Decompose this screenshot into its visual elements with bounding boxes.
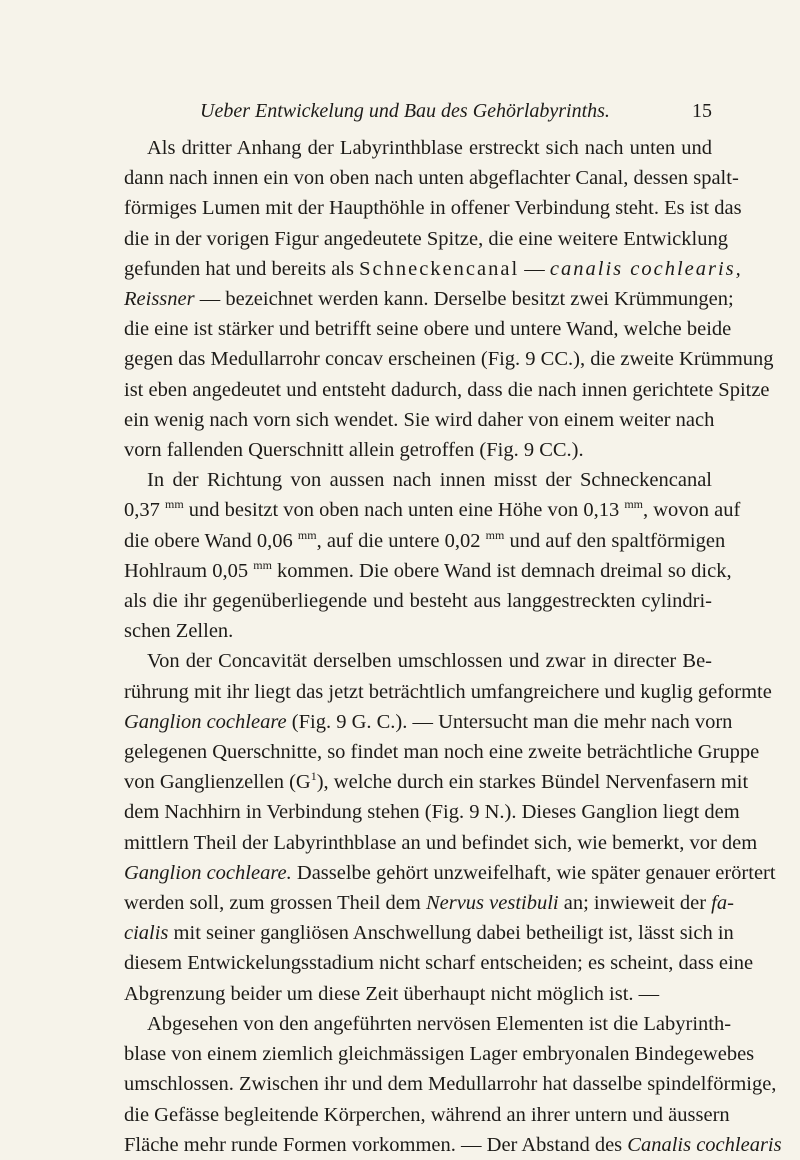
text-run: von Ganglienzellen (G	[124, 771, 311, 794]
text-run: (Fig. 9 G. C.). — Untersucht man die mehr nach vorn	[286, 710, 733, 733]
text-run: rührung mit ihr liegt das jetzt beträchtlich umfangreichere und kuglig geformte	[124, 680, 772, 703]
text-run: Abgrenzung beider um diese Zeit überhaupt nicht möglich ist. —	[124, 982, 660, 1005]
text-line	[124, 948, 754, 978]
body-text	[124, 133, 782, 1160]
running-header	[200, 100, 712, 126]
text-line	[124, 224, 728, 254]
text-run: vorn fallenden Querschnitt allein getroffen (Fig. 9 CC.).	[124, 439, 584, 462]
text-run: ), welche durch ein starkes Bündel Nervenfasern mit	[316, 771, 749, 794]
text-line	[124, 918, 734, 948]
paragraph	[124, 133, 774, 465]
text-run: umschlossen. Zwischen ihr und dem Medullarrohr hat dasselbe spindelförmige,	[124, 1073, 777, 1096]
text-line	[124, 193, 742, 223]
text-run: Fläche mehr runde Formen vorkommen. — Der Abstand des	[124, 1133, 628, 1156]
text-line	[124, 133, 712, 163]
text-run: förmiges Lumen mit der Haupthöhle in offener Verbindung steht. Es ist das	[124, 197, 742, 220]
superscript-unit: mm	[253, 558, 272, 573]
text-run: —	[519, 257, 550, 280]
text-line	[124, 526, 726, 556]
text-run: kommen. Die obere Wand ist demnach dreimal so dick,	[271, 559, 732, 582]
text-line	[124, 163, 739, 193]
text-line	[124, 495, 741, 525]
text-run: gefunden hat und bereits als	[124, 257, 360, 280]
text-line	[124, 586, 712, 616]
text-run: Abgesehen von den angeführten nervösen Elementen ist die Labyrinth-	[147, 1012, 732, 1035]
text-line	[124, 375, 770, 405]
text-run: Reissner	[124, 288, 195, 311]
text-line	[124, 344, 774, 374]
text-run: als die ihr gegenüberliegende und besteht aus langgestreckten cylindri-	[124, 590, 712, 613]
text-line	[124, 858, 776, 888]
text-run: , auf die untere 0,02	[316, 529, 486, 552]
paragraph	[124, 1009, 782, 1160]
superscript-unit: mm	[485, 527, 505, 542]
text-run: Ganglion cochleare	[124, 710, 287, 733]
text-run: die eine ist stärker und betrifft seine obere und untere Wand, welche beide	[124, 318, 732, 341]
text-run: an; inwieweit der	[558, 892, 712, 915]
text-run: Nervus vestibuli	[425, 892, 559, 915]
text-run: die in der vorigen Figur angedeutete Spitze, die eine weitere Entwicklung	[124, 227, 728, 250]
text-line	[124, 1130, 782, 1160]
text-line	[124, 1009, 732, 1039]
text-run: gegen das Medullarrohr concav erscheinen (Fig. 9 CC.), die zweite Krümmung	[124, 348, 774, 371]
text-run: Hohlraum 0,05	[124, 559, 254, 582]
text-run: Canalis cochlearis	[627, 1133, 782, 1156]
text-run: — bezeichnet werden kann. Derselbe besitzt zwei Krümmungen;	[194, 288, 734, 311]
page-number: 15	[692, 100, 712, 122]
text-run: dann nach innen ein von oben nach unten abgeflachter Canal, dessen spalt-	[124, 167, 739, 190]
text-run: canalis cochlearis,	[549, 257, 743, 280]
text-line	[124, 1100, 730, 1130]
text-line	[124, 979, 712, 1009]
text-line	[124, 797, 740, 827]
text-run: 0,37	[124, 499, 165, 522]
text-run: und auf den spaltförmigen	[504, 529, 726, 552]
superscript-unit: 1	[310, 769, 317, 784]
text-line	[124, 888, 734, 918]
text-line	[124, 556, 732, 586]
text-line	[124, 737, 760, 767]
text-run: die Gefässe begleitende Körperchen, während an ihrer untern und äussern	[124, 1103, 730, 1126]
text-run: In der Richtung von aussen nach innen misst der Schneckencanal	[147, 469, 712, 492]
paragraph	[124, 646, 776, 1008]
superscript-unit: mm	[165, 497, 184, 512]
text-run: und besitzt von oben nach unten eine Höhe von 0,13	[183, 499, 625, 522]
text-run: ist eben angedeutet und entsteht dadurch, dass die nach innen gerichtete Spitze	[124, 378, 770, 401]
text-line	[124, 707, 733, 737]
text-line	[124, 435, 712, 465]
text-run: die obere Wand 0,06	[124, 529, 298, 552]
text-line	[124, 254, 743, 284]
text-line	[124, 405, 715, 435]
text-line	[124, 677, 772, 707]
text-run: schen Zellen.	[124, 620, 234, 643]
text-line	[124, 646, 712, 676]
text-run: , wovon auf	[643, 499, 741, 522]
text-line	[124, 1039, 755, 1069]
text-run: cialis	[124, 922, 169, 945]
text-line	[124, 284, 734, 314]
text-run: dem Nachhirn in Verbindung stehen (Fig. 9 N.). Dieses Ganglion liegt dem	[124, 801, 740, 824]
text-run: Dasselbe gehört unzweifelhaft, wie später genauer erörtert	[291, 861, 776, 884]
text-run: mittlern Theil der Labyrinthblase an und befindet sich, wie bemerkt, vor dem	[124, 831, 758, 854]
text-line	[124, 767, 749, 797]
text-run: Schneckencanal	[359, 257, 520, 280]
running-title: Ueber Entwickelung und Bau des Gehörlabyrinths.	[200, 100, 610, 122]
text-line	[124, 828, 758, 858]
text-line	[124, 1069, 777, 1099]
superscript-unit: mm	[624, 497, 643, 512]
text-run: diesem Entwickelungsstadium nicht scharf entscheiden; es scheint, dass eine	[124, 952, 754, 975]
text-run: mit seiner gangliösen Anschwellung dabei betheiligt ist, lässt sich in	[168, 922, 734, 945]
text-run: ein wenig nach vorn sich wendet. Sie wird daher von einem weiter nach	[124, 408, 715, 431]
text-run: werden soll, zum grossen Theil dem	[124, 892, 426, 915]
text-run: Ganglion cochleare.	[124, 861, 292, 884]
text-line	[124, 616, 712, 646]
text-run: blase von einem ziemlich gleichmässigen Lager embryonalen Bindegewebes	[124, 1043, 755, 1066]
paragraph	[124, 465, 741, 646]
text-line	[124, 314, 732, 344]
text-run: fa-	[711, 892, 734, 915]
text-run: Als dritter Anhang der Labyrinthblase erstreckt sich nach unten und	[147, 137, 712, 159]
text-run: Von der Concavität derselben umschlossen und zwar in directer Be-	[147, 650, 712, 673]
text-line	[124, 465, 712, 495]
superscript-unit: mm	[297, 527, 317, 542]
text-run: gelegenen Querschnitte, so findet man noch eine zweite beträchtliche Gruppe	[124, 741, 760, 764]
